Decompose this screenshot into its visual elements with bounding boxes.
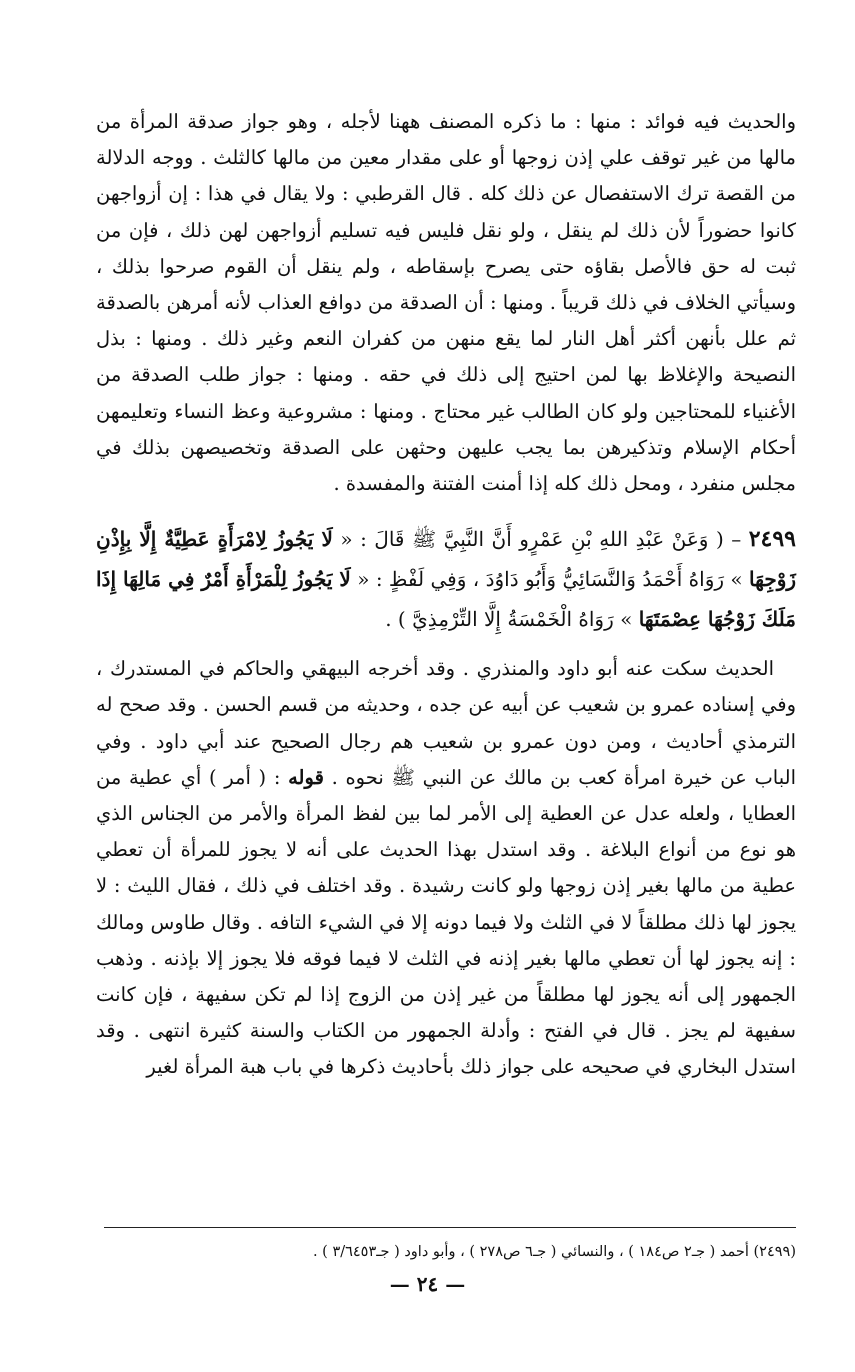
hadith-outro: » رَوَاهُ الْخَمْسَةُ إِلَّا التِّرْمِذِيَّ ) . (385, 607, 639, 632)
footnote-divider (104, 1227, 796, 1228)
commentary-paragraph-top: والحديث فيه فوائد : منها : ما ذكره المصنف ههنا لأجله ، وهو جواز صدقة المرأة من مالها من غير توقف علي إذن زوجها أو على مقدار معين من مالها كالثلث . ووجه الدلالة من القصة ترك الاستفصال عن ذلك كله . قال القرطبي : ولا يقال في هذا : إن أزواجهن كانوا حضوراً لأن ذلك لم ينقل ، ولو نقل فليس فيه تسليم أزواجهن لهن ذلك ، فإن من ثبت له حق فالأصل بقاؤه حتى يصرح بإسقاطه ، ولم ينقل أن القوم صرحوا بذلك ، وسيأتي الخلاف في ذلك قريباً . ومنها : أن الصدقة من دوافع العذاب لأنه أمرهن بالصدقة ثم علل بأنهن أكثر أهل النار لما يقع منهن من كفران النعم وغير ذلك . ومنها : بذل النصيحة والإغلاظ بها لمن احتيج إلى ذلك في حقه . ومنها : جواز طلب الصدقة من الأغنياء للمحتاجين ولو كان الطالب غير محتاج . ومنها : مشروعية وعظ النساء وتعليمهن أحكام الإسلام وتذكيرهن بما يجب عليهن وحثهن على الصدقة وتخصيصهن بذلك في مجلس منفرد ، ومحل ذلك كله إذا أمنت الفتنة والمفسدة . (96, 110, 796, 496)
commentary-part-2: : ( أمر ) أي عطية من العطايا ، ولعله عدل عن العطية إلى الأمر لما بين لفظ المرأة والأمر من الجناس الذي هو نوع من أنواع البلاغة . وقد استدل بهذا الحديث على أنه لا يجوز للمرأة أن تعطي عطية من مالها بغير إذن زوجها ولو كانت رشيدة . وقد اختلف في ذلك ، فقال الليث : لا يجوز لها ذلك مطلقاً لا في الثلث ولا فيما دونه إلا في الشيء التافه . وقال طاوس ومالك : إنه يجوز لها أن تعطي مالها بغير إذنه في الثلث لا فيما فوقه فلا يجوز إلا بإذنه . وذهب الجمهور إلى أنه يجوز لها مطلقاً من غير إذن من الزوج إذا لم تكن سفيهة ، فإن كانت سفيهة لم يجز . قال في الفتح : وأدلة الجمهور من الكتاب والسنة كثيرة انتهى . وقد استدل البخاري في صحيحه على جواز ذلك بأحاديث ذكرها في باب هبة المرأة لغير (96, 765, 796, 1079)
hadith-block (96, 519, 796, 639)
page-number: — ٢٤ — (389, 1272, 466, 1296)
hadith-intro: – ( وَعَنْ عَبْدِ اللهِ بْنِ عَمْرٍو أَنَّ النَّبِيَّ ﷺ قَالَ : « (332, 527, 749, 552)
qawluh-label: قوله (288, 765, 324, 789)
hadith-text-1: لَا يَجُوزُ لِامْرَأَةٍ عَطِيَّةٌ إِلَّا بِإِذْنِ زَوْجِهَا (96, 527, 797, 592)
hadith-text-2: لَا يَجُوزُ لِلْمَرْأَةِ أَمْرٌ فِي مَالِهَا إِذَا مَلَكَ زَوْجُهَا عِصْمَتَهَا (96, 567, 796, 632)
footnote: (٢٤٩٩) أحمد ( جـ٢ ص١٨٤ ) ، والنسائي ( جـ٦ ص٢٧٨ ) ، وأبو داود ( جـ٣/٦٤٥٣ ) . (312, 1244, 796, 1260)
hadith-number: ٢٤٩٩ (748, 526, 796, 553)
page-body (96, 104, 796, 1086)
commentary-paragraph-bottom (96, 651, 796, 1085)
hadith-middle: » رَوَاهُ أَحْمَدُ وَالنَّسَائِيُّ وَأَبُو دَاوُدَ ، وَفِي لَفْظٍ : « (350, 567, 750, 592)
commentary-part-1: الحديث سكت عنه أبو داود والمنذري . وقد أخرجه البيهقي والحاكم في المستدرك ، وفي إسناده عمرو بن شعيب عن أبيه عن جده ، وحديثه من قسم الحسن . وقد صحح له الترمذي أحاديث ، ومن دون عمرو بن شعيب هم رجال الصحيح عند أبي داود . وفي الباب عن خيرة امرأة كعب بن مالك عن النبي ﷺ نحوه . (96, 657, 796, 789)
